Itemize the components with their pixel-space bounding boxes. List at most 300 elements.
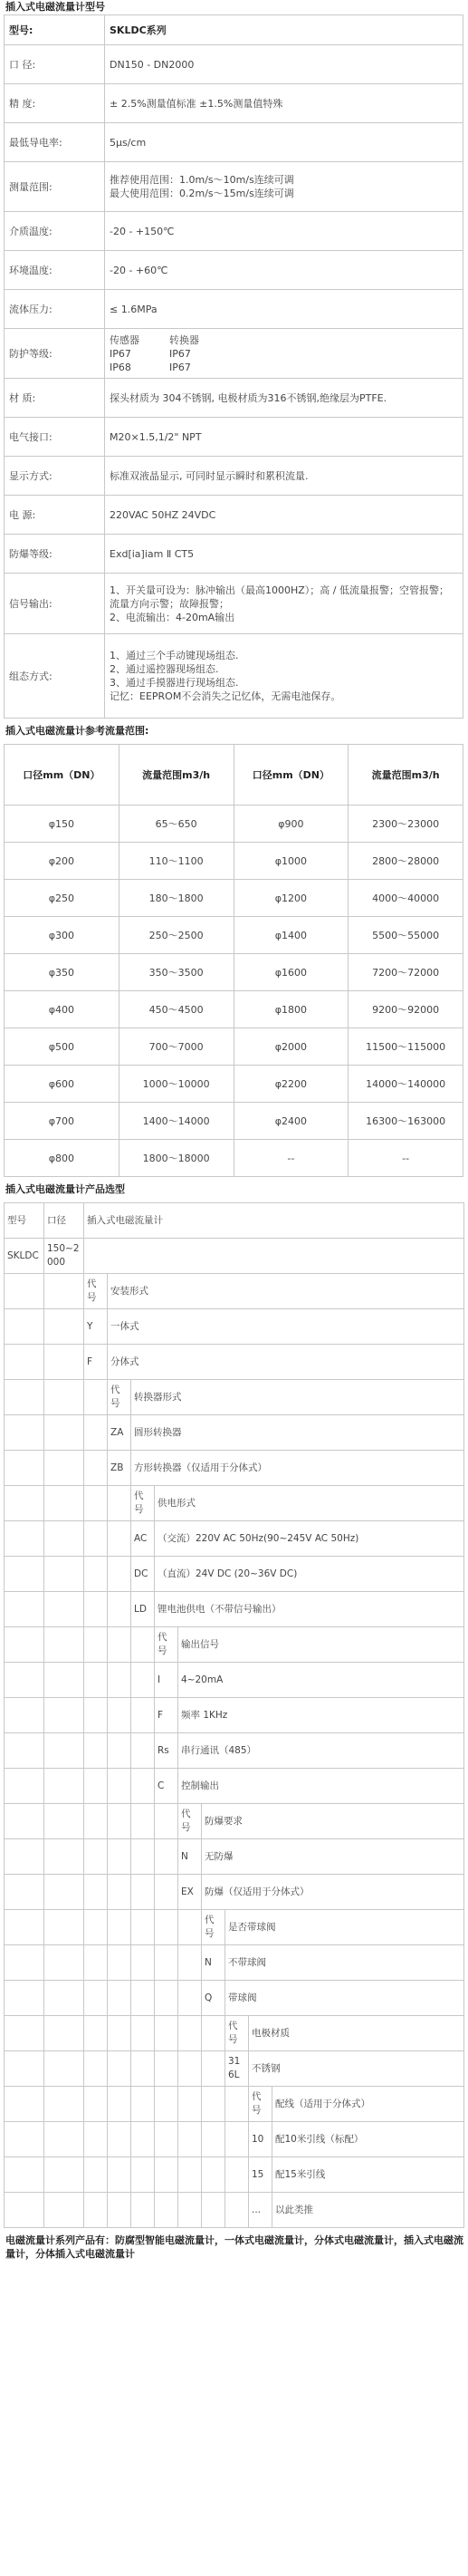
model-option-row	[5, 2016, 464, 2051]
spec-row	[5, 251, 463, 290]
spec-key: 电气接口:	[5, 418, 105, 457]
flow-cell: φ150	[5, 806, 119, 843]
model-indent-cell	[44, 1380, 84, 1415]
model-indent-cell	[44, 1451, 84, 1486]
model-code-cell: C	[155, 1769, 178, 1804]
model-indent-cell	[5, 1274, 44, 1309]
model-indent-cell	[84, 1910, 108, 1945]
spec-row	[5, 162, 463, 212]
model-option-row	[5, 1592, 464, 1627]
model-indent-cell	[5, 2193, 44, 2228]
model-indent-cell	[84, 1380, 108, 1415]
model-head-cell: 口径	[44, 1203, 84, 1239]
model-indent-cell	[5, 2122, 44, 2157]
model-desc-cell: 安装形式	[108, 1274, 464, 1309]
model-indent-cell	[178, 1910, 202, 1945]
spec-row	[5, 457, 463, 496]
model-indent-cell	[5, 1592, 44, 1627]
model-code-cell: F	[84, 1345, 108, 1380]
flow-cell: 110～1100	[119, 843, 234, 880]
model-indent-cell	[178, 2122, 202, 2157]
spec-value: -20 - +60℃	[105, 251, 463, 290]
spec-row	[5, 418, 463, 457]
model-indent-cell	[178, 1945, 202, 1981]
model-indent-cell	[44, 1945, 84, 1981]
flow-row	[5, 954, 463, 991]
model-option-row	[5, 1910, 464, 1945]
model-desc-cell: 不带球阀	[225, 1945, 464, 1981]
spec-grid-line	[110, 333, 458, 347]
model-indent-cell	[155, 2122, 178, 2157]
flow-cell: --	[234, 1140, 349, 1177]
model-indent-cell	[44, 1274, 84, 1309]
model-option-row	[5, 2193, 464, 2228]
flow-cell: 450～4500	[119, 991, 234, 1028]
model-indent-cell	[155, 1910, 178, 1945]
flow-cell: 9200～92000	[349, 991, 463, 1028]
model-indent-cell	[131, 2193, 155, 2228]
model-indent-cell	[5, 1733, 44, 1769]
model-desc-cell: 控制输出	[178, 1769, 464, 1804]
flow-cell: 250～2500	[119, 917, 234, 954]
flow-cell: φ600	[5, 1066, 119, 1103]
spec-row	[5, 574, 463, 634]
model-indent-cell	[155, 1981, 178, 2016]
model-indent-cell	[44, 2157, 84, 2193]
model-indent-cell	[84, 1839, 108, 1875]
model-indent-cell	[108, 1521, 131, 1557]
spec-value: Exd[ia]iam Ⅱ CT5	[105, 535, 463, 574]
model-indent-cell	[84, 2122, 108, 2157]
spec-grid-cell: IP67	[169, 347, 191, 360]
model-indent-cell	[84, 1733, 108, 1769]
model-option-row	[5, 2087, 464, 2122]
model-option-row	[5, 1557, 464, 1592]
flow-cell: φ250	[5, 880, 119, 917]
model-code-cell: ZA	[108, 1415, 131, 1451]
model-desc-cell: （直流）24V DC (20~36V DC)	[155, 1557, 464, 1592]
model-code-cell: 10	[249, 2122, 272, 2157]
model-indent-cell	[84, 1769, 108, 1804]
model-indent-cell	[178, 2087, 202, 2122]
model-indent-cell	[108, 2122, 131, 2157]
model-option-row	[5, 1804, 464, 1839]
model-indent-cell	[84, 2051, 108, 2087]
model-option-row	[5, 2122, 464, 2157]
flow-cell: 4000～40000	[349, 880, 463, 917]
model-indent-cell	[108, 2087, 131, 2122]
model-desc-cell: （交流）220V AC 50Hz(90~245V AC 50Hz)	[155, 1521, 464, 1557]
model-indent-cell	[131, 1804, 155, 1839]
model-indent-cell	[44, 1415, 84, 1451]
model-indent-cell	[5, 2087, 44, 2122]
model-indent-cell	[108, 1557, 131, 1592]
model-title: 插入式电磁流量计产品选型	[5, 1183, 125, 1195]
spec-value: 220VAC 50HZ 24VDC	[105, 496, 463, 535]
model-code-cell: 代号	[178, 1804, 202, 1839]
model-indent-cell	[108, 2051, 131, 2087]
model-indent-cell	[44, 1663, 84, 1698]
model-indent-cell	[44, 1627, 84, 1663]
model-option-row	[5, 1380, 464, 1415]
model-desc-cell: 配15米引线	[272, 2157, 464, 2193]
model-indent-cell	[131, 1627, 155, 1663]
model-indent-cell	[131, 1910, 155, 1945]
model-indent-cell	[5, 1981, 44, 2016]
model-code-cell: 代号	[225, 2016, 249, 2051]
model-indent-cell	[5, 1521, 44, 1557]
spec-value: DN150 - DN2000	[105, 45, 463, 84]
model-indent-cell	[108, 1910, 131, 1945]
model-head-row	[5, 1203, 464, 1239]
flow-row	[5, 806, 463, 843]
model-indent-cell	[155, 1875, 178, 1910]
model-indent-cell	[84, 2193, 108, 2228]
model-indent-cell	[108, 1875, 131, 1910]
flow-cell: φ400	[5, 991, 119, 1028]
model-indent-cell	[108, 1804, 131, 1839]
model-option-row	[5, 1451, 464, 1486]
model-desc-cell: 配线（适用于分体式）	[272, 2087, 464, 2122]
model-indent-cell	[84, 1804, 108, 1839]
model-indent-cell	[5, 1627, 44, 1663]
model-indent-cell	[5, 2016, 44, 2051]
model-code-cell: I	[155, 1663, 178, 1698]
model-indent-cell	[5, 1309, 44, 1345]
model-indent-cell	[131, 2122, 155, 2157]
model-desc-cell: 一体式	[108, 1309, 464, 1345]
model-indent-cell	[155, 1839, 178, 1875]
model-indent-cell	[44, 2051, 84, 2087]
model-indent-cell	[178, 2051, 202, 2087]
model-code-cell: N	[202, 1945, 225, 1981]
model-indent-cell	[5, 1910, 44, 1945]
spec-key: 环境温度:	[5, 251, 105, 290]
model-indent-cell	[84, 2157, 108, 2193]
flow-cell: 1000～10000	[119, 1066, 234, 1103]
spec-value: 标准双液晶显示, 可同时显示瞬时和累积流量.	[105, 457, 463, 496]
spec-value: -20 - +150℃	[105, 212, 463, 251]
model-indent-cell	[155, 2087, 178, 2122]
flow-cell: φ300	[5, 917, 119, 954]
flow-row	[5, 917, 463, 954]
model-indent-cell	[202, 2157, 225, 2193]
spec-key: 最低导电率:	[5, 123, 105, 162]
model-head-cell: 型号	[5, 1203, 44, 1239]
spec-grid-line	[110, 361, 458, 374]
spec-key: 组态方式:	[5, 634, 105, 719]
model-indent-cell	[44, 1557, 84, 1592]
spec-row	[5, 290, 463, 329]
model-code-cell: 代号	[131, 1486, 155, 1521]
model-indent-cell	[84, 1627, 108, 1663]
flow-header-cell: 流量范围m3/h	[119, 745, 234, 806]
model-indent-cell	[131, 1875, 155, 1910]
model-indent-cell	[108, 1592, 131, 1627]
model-indent-cell	[84, 1557, 108, 1592]
model-indent-cell	[108, 1733, 131, 1769]
flow-row	[5, 1103, 463, 1140]
model-option-row	[5, 1875, 464, 1910]
flow-header-row	[5, 745, 463, 806]
spec-key: 防护等级:	[5, 329, 105, 379]
flow-cell: φ2400	[234, 1103, 349, 1140]
model-indent-cell	[5, 2157, 44, 2193]
model-option-row	[5, 1733, 464, 1769]
model-indent-cell	[108, 1627, 131, 1663]
spec-value: ± 2.5%测量值标准 ±1.5%测量值特殊	[105, 84, 463, 123]
spec-row	[5, 535, 463, 574]
model-indent-cell	[44, 2087, 84, 2122]
model-option-row	[5, 1627, 464, 1663]
model-desc-cell: 转换器形式	[131, 1380, 464, 1415]
model-code-cell: N	[178, 1839, 202, 1875]
model-desc-cell: 锂电池供电（不带信号输出）	[155, 1592, 464, 1627]
spec-grid-cell: 传感器	[110, 333, 139, 346]
model-option-row	[5, 1769, 464, 1804]
model-indent-cell	[108, 1945, 131, 1981]
spec-value: 5μs/cm	[105, 123, 463, 162]
model-base-row	[5, 1239, 464, 1274]
model-indent-cell	[178, 1981, 202, 2016]
flow-cell: 2300～23000	[349, 806, 463, 843]
spec-row	[5, 84, 463, 123]
spec-row	[5, 212, 463, 251]
model-option-row	[5, 1981, 464, 2016]
model-indent-cell	[5, 1345, 44, 1380]
spec-value-line: 记忆：EEPROM不会消失之记忆体，无需电池保存。	[110, 690, 341, 702]
spec-grid-cell: IP67	[169, 361, 191, 373]
model-indent-cell	[84, 1415, 108, 1451]
flow-cell: 1800～18000	[119, 1140, 234, 1177]
flow-header-cell: 流量范围m3/h	[349, 745, 463, 806]
flow-header-cell: 口径mm（DN）	[5, 745, 119, 806]
flow-cell: 350～3500	[119, 954, 234, 991]
model-option-row	[5, 1663, 464, 1698]
model-indent-cell	[131, 1663, 155, 1698]
model-indent-cell	[44, 2193, 84, 2228]
spec-title: 插入式电磁流量计型号	[5, 1, 105, 13]
model-code-cell: 316L	[225, 2051, 249, 2087]
model-desc-cell: 分体式	[108, 1345, 464, 1380]
model-code-cell: AC	[131, 1521, 155, 1557]
model-desc-cell: 电极材质	[249, 2016, 464, 2051]
flow-cell: φ2000	[234, 1028, 349, 1066]
model-code-cell: 15	[249, 2157, 272, 2193]
model-code-cell: 代号	[249, 2087, 272, 2122]
model-indent-cell	[131, 2157, 155, 2193]
flow-row	[5, 991, 463, 1028]
model-indent-cell	[5, 1804, 44, 1839]
model-indent-cell	[44, 1309, 84, 1345]
flow-cell: 180～1800	[119, 880, 234, 917]
spec-value: M20×1.5,1/2" NPT	[105, 418, 463, 457]
model-option-row	[5, 1345, 464, 1380]
model-code-cell: LD	[131, 1592, 155, 1627]
model-indent-cell	[202, 2122, 225, 2157]
model-indent-cell	[225, 2087, 249, 2122]
flow-row	[5, 1140, 463, 1177]
flow-range-table	[4, 744, 463, 1177]
model-indent-cell	[155, 2016, 178, 2051]
model-indent-cell	[155, 2157, 178, 2193]
model-code-cell: 代号	[202, 1910, 225, 1945]
flow-cell: 65～650	[119, 806, 234, 843]
spec-row	[5, 634, 463, 719]
model-indent-cell	[5, 1380, 44, 1415]
model-indent-cell	[84, 1451, 108, 1486]
model-option-row	[5, 2051, 464, 2087]
model-indent-cell	[108, 1698, 131, 1733]
model-indent-cell	[84, 2016, 108, 2051]
model-indent-cell	[5, 1663, 44, 1698]
flow-cell: 14000～140000	[349, 1066, 463, 1103]
flow-row	[5, 880, 463, 917]
model-base-cell: SKLDC	[5, 1239, 44, 1274]
model-option-row	[5, 2157, 464, 2193]
model-indent-cell	[5, 1698, 44, 1733]
spec-value	[105, 162, 463, 212]
model-desc-cell: 无防爆	[202, 1839, 464, 1875]
spec-value-line: 2、电流输出：4-20mA输出	[110, 611, 235, 623]
model-indent-cell	[108, 1981, 131, 2016]
model-indent-cell	[202, 2193, 225, 2228]
model-indent-cell	[131, 1769, 155, 1804]
model-desc-cell: 圆形转换器	[131, 1415, 464, 1451]
model-indent-cell	[155, 2051, 178, 2087]
model-code-cell: 代号	[84, 1274, 108, 1309]
model-indent-cell	[44, 1839, 84, 1875]
model-desc-cell: 频率 1KHz	[178, 1698, 464, 1733]
spec-row	[5, 329, 463, 379]
flow-title: 插入式电磁流量计参考流量范围:	[5, 725, 149, 737]
model-indent-cell	[108, 1663, 131, 1698]
model-option-row	[5, 1521, 464, 1557]
flow-cell: 7200～72000	[349, 954, 463, 991]
model-indent-cell	[44, 2016, 84, 2051]
spec-value-line: 3、通过手摸器进行现场组态.	[110, 677, 239, 689]
spec-row	[5, 379, 463, 418]
model-desc-cell: 防爆（仅适用于分体式）	[202, 1875, 464, 1910]
model-indent-cell	[108, 2157, 131, 2193]
flow-cell: φ700	[5, 1103, 119, 1140]
model-indent-cell	[178, 2193, 202, 2228]
spec-row	[5, 496, 463, 535]
model-indent-cell	[108, 1486, 131, 1521]
flow-cell: φ500	[5, 1028, 119, 1066]
model-indent-cell	[178, 2157, 202, 2193]
spec-key: 流体压力:	[5, 290, 105, 329]
flow-cell: φ200	[5, 843, 119, 880]
model-indent-cell	[131, 2087, 155, 2122]
model-base-cell: 150~2000	[44, 1239, 84, 1274]
model-indent-cell	[5, 1769, 44, 1804]
model-indent-cell	[84, 1945, 108, 1981]
model-indent-cell	[84, 1521, 108, 1557]
model-indent-cell	[44, 1521, 84, 1557]
model-indent-cell	[5, 1451, 44, 1486]
model-indent-cell	[84, 1592, 108, 1627]
model-indent-cell	[5, 1415, 44, 1451]
model-indent-cell	[44, 1698, 84, 1733]
model-option-row	[5, 1415, 464, 1451]
model-indent-cell	[131, 1733, 155, 1769]
model-indent-cell	[84, 2087, 108, 2122]
model-indent-cell	[225, 2157, 249, 2193]
model-blank-cell	[84, 1239, 464, 1274]
spec-value-line: 1、通过三个手动键现场组态.	[110, 650, 239, 661]
flow-row	[5, 1028, 463, 1066]
model-indent-cell	[84, 1486, 108, 1521]
flow-cell: φ2200	[234, 1066, 349, 1103]
model-option-row	[5, 1274, 464, 1309]
spec-value: 探头材质为 304不锈钢, 电极材质为316不锈钢,绝缘层为PTFE.	[105, 379, 463, 418]
model-desc-cell: 不锈钢	[249, 2051, 464, 2087]
spec-grid-cell: 转换器	[169, 333, 199, 346]
spec-key: 测量范围:	[5, 162, 105, 212]
flow-cell: φ350	[5, 954, 119, 991]
model-indent-cell	[108, 1769, 131, 1804]
model-indent-cell	[108, 2193, 131, 2228]
model-code-cell: Y	[84, 1309, 108, 1345]
model-desc-cell: 带球阀	[225, 1981, 464, 2016]
model-indent-cell	[5, 1875, 44, 1910]
spec-row	[5, 123, 463, 162]
model-indent-cell	[178, 2016, 202, 2051]
model-code-cell: DC	[131, 1557, 155, 1592]
spec-key: 材 质:	[5, 379, 105, 418]
model-desc-cell: 是否带球阀	[225, 1910, 464, 1945]
model-indent-cell	[44, 1592, 84, 1627]
spec-value	[105, 574, 463, 634]
model-indent-cell	[225, 2122, 249, 2157]
flow-header-cell: 口径mm（DN）	[234, 745, 349, 806]
flow-cell: φ1400	[234, 917, 349, 954]
model-indent-cell	[44, 2122, 84, 2157]
model-code-cell: 代号	[155, 1627, 178, 1663]
flow-cell: φ900	[234, 806, 349, 843]
spec-key: 信号输出:	[5, 574, 105, 634]
spec-header-value: SKLDC系列	[105, 15, 463, 45]
flow-cell: φ1800	[234, 991, 349, 1028]
flow-row	[5, 1066, 463, 1103]
model-code-cell: EX	[178, 1875, 202, 1910]
model-head-cell: 插入式电磁流量计	[84, 1203, 464, 1239]
model-indent-cell	[131, 1698, 155, 1733]
model-desc-cell: 供电形式	[155, 1486, 464, 1521]
model-indent-cell	[131, 2016, 155, 2051]
spec-header-key: 型号:	[5, 15, 105, 45]
spec-value-line: 最大使用范围：0.2m/s～15m/s连续可调	[110, 188, 294, 199]
model-code-cell: ZB	[108, 1451, 131, 1486]
spec-value: ≤ 1.6MPa	[105, 290, 463, 329]
spec-value	[105, 634, 463, 719]
model-indent-cell	[5, 1557, 44, 1592]
model-indent-cell	[131, 1945, 155, 1981]
model-option-row	[5, 1839, 464, 1875]
model-option-row	[5, 1698, 464, 1733]
spec-value	[105, 329, 463, 379]
flow-cell: 5500～55000	[349, 917, 463, 954]
flow-cell: 16300～163000	[349, 1103, 463, 1140]
spec-key: 介质温度:	[5, 212, 105, 251]
spec-table	[4, 14, 463, 719]
model-desc-cell: 输出信号	[178, 1627, 464, 1663]
model-indent-cell	[44, 1733, 84, 1769]
model-desc-cell: 方形转换器（仅适用于分体式）	[131, 1451, 464, 1486]
model-indent-cell	[5, 1486, 44, 1521]
model-indent-cell	[44, 1345, 84, 1380]
